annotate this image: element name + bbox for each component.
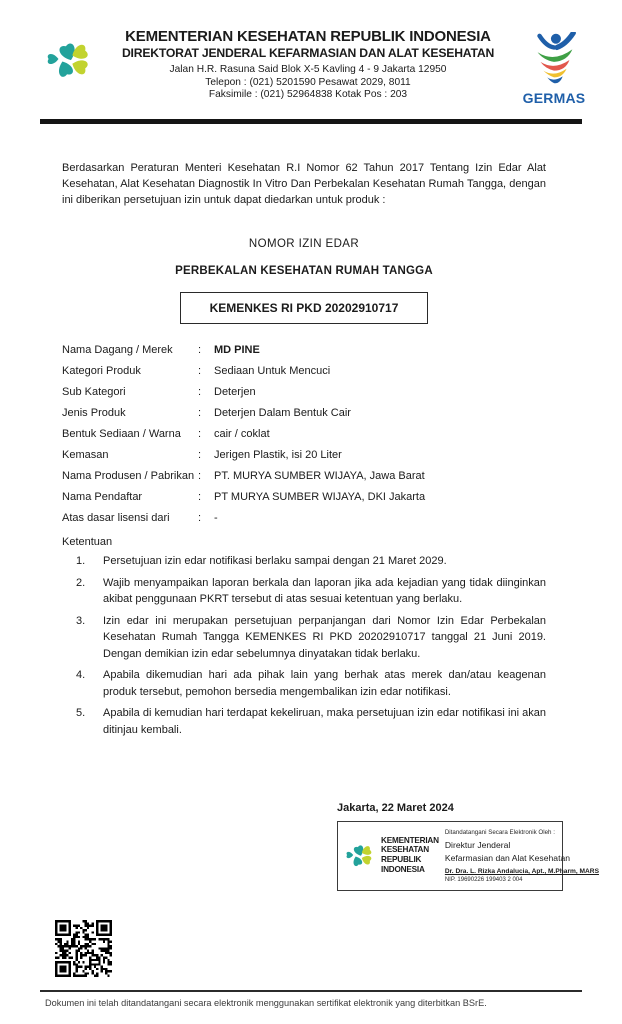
signer-title-line1: Direktur Jenderal [444, 839, 511, 850]
table-row [62, 344, 546, 365]
stamp-right [442, 828, 599, 883]
license-number: KEMENKES RI PKD 20202910717 [209, 301, 399, 315]
field-value-packaging: Jerigen Plastik, isi 20 Liter [214, 449, 342, 461]
field-label: Bentuk Sediaan / Warna [62, 428, 181, 440]
field-value-product-category: Sediaan Untuk Mencuci [214, 365, 331, 377]
intro-paragraph: Berdasarkan Peraturan Menteri Kesehatan R.I Nomor 62 Tahun 2017 Tentang Izin Edar Alat Kesehatan, Alat Kesehatan Diagnostik In Vitro Dan Perbekalan Kesehatan Rumah Tangga, dengan ini diberikan persetujuan izin untuk dapat diedarkan untuk produk : [62, 162, 546, 206]
field-value-form-color: cair / coklat [214, 428, 270, 440]
field-label: Nama Dagang / Merek [62, 344, 173, 356]
letterhead [0, 0, 622, 106]
field-label: Nama Pendaftar [62, 491, 143, 503]
list-item [62, 705, 546, 738]
term-text: Izin edar ini merupakan persetujuan perpanjangan dari Nomor Izin Edar Perbekalan Kesehatan Rumah Tangga KEMENKES RI PKD 20202910717 tanggal 21 Juni 2019. Dengan demikian izin edar sebelumnya dinyatakan tidak berlaku. [103, 614, 546, 660]
table-row [62, 491, 546, 512]
term-number: 2. [76, 576, 86, 589]
qr-code [55, 920, 112, 977]
signer-title-line2: Kefarmasian dan Alat Kesehatan [444, 853, 571, 863]
footer-divider [40, 990, 582, 992]
terms-section [62, 536, 546, 738]
field-value-registrant: PT MURYA SUMBER WIJAYA, DKI Jakarta [214, 491, 426, 503]
table-row [62, 428, 546, 449]
place-and-date: Jakarta, 22 Maret 2024 [337, 802, 454, 814]
field-label: Jenis Produk [62, 407, 126, 419]
field-label: Atas dasar lisensi dari [62, 512, 170, 524]
letter-body [0, 160, 622, 891]
field-label: Sub Kategori [62, 386, 126, 398]
field-label: Kemasan [62, 449, 109, 461]
field-colon: : [198, 470, 202, 482]
stamp-org-line: INDONESIA [381, 865, 425, 875]
germas-figure-icon [523, 32, 585, 88]
term-text: Wajib menyampaikan laporan berkala dan laporan jika ada kejadian yang tidak diinginkan akibat penggunaan PKRT tersebut di atas sesuai ketentuan yang berlaku. [103, 576, 546, 605]
list-item [62, 553, 546, 570]
term-number: 3. [76, 614, 86, 627]
title-perbekalan-kesehatan: PERBEKALAN KESEHATAN RUMAH TANGGA [175, 265, 433, 277]
esign-label: Ditandatangani Secara Elektronik Oleh : [444, 829, 555, 836]
stamp-org-name [381, 836, 439, 875]
table-row [62, 365, 546, 386]
table-row [62, 449, 546, 470]
kemenkes-logo-icon [343, 837, 379, 873]
directorate-name: DIREKTORAT JENDERAL KEFARMASIAN DAN ALAT KESEHATAN [121, 46, 495, 60]
term-text: Apabila di kemudian hari terdapat kekeliruan, maka persetujuan izin edar notifikasi ini akan ditinjau kembali. [103, 707, 546, 736]
field-colon: : [198, 386, 202, 398]
field-colon: : [198, 512, 202, 524]
title-nomor-izin-edar: NOMOR IZIN EDAR [248, 238, 360, 250]
phone-line: Telepon : (021) 5201590 Pesawat 2029, 8011 [205, 76, 411, 88]
field-value-product-type: Deterjen Dalam Bentuk Cair [214, 407, 351, 419]
header-divider [40, 119, 582, 124]
term-number: 1. [76, 555, 86, 567]
list-item [62, 667, 546, 700]
address-line: Jalan H.R. Rasuna Said Blok X-5 Kavling 4 - 9 Jakarta 12950 [169, 64, 447, 75]
field-colon: : [198, 407, 202, 419]
letterhead-text [102, 26, 514, 100]
field-colon: : [198, 365, 202, 377]
fax-line: Faksimile : (021) 52964838 Kotak Pos : 203 [208, 89, 408, 100]
germas-wordmark: GERMAS [522, 90, 586, 106]
product-fields-table [62, 344, 546, 533]
list-item [62, 613, 546, 663]
signature-block [337, 802, 599, 891]
term-number: 4. [76, 669, 86, 681]
footer-note: Dokumen ini telah ditandatangani secara elektronik menggunakan sertifikat elektronik yang diterbitkan BSrE. [45, 998, 487, 1008]
term-text: Persetujuan izin edar notifikasi berlaku sampai dengan 21 Maret 2029. [103, 555, 447, 567]
ministry-name: KEMENTERIAN KESEHATAN REPUBLIK INDONESIA [125, 28, 491, 45]
kemenkes-logo-icon [42, 26, 102, 93]
term-number: 5. [76, 707, 86, 719]
signer-nip: NIP. 19690226 199403 2 004 [444, 876, 523, 883]
stamp-left [343, 828, 439, 883]
stamp-org-line: KEMENTERIAN [381, 835, 439, 845]
table-row [62, 386, 546, 407]
table-row [62, 470, 546, 491]
list-item [62, 575, 546, 608]
field-colon: : [198, 344, 202, 356]
field-value-sub-category: Deterjen [214, 386, 256, 398]
term-text: Apabila dikemudian hari ada pihak lain yang berhak atas merek dan/atau keagenan produk tersebut, pemohon bersedia mengembalikan izin edar notifikasi. [103, 669, 546, 698]
electronic-signature-stamp [337, 821, 599, 891]
terms-heading: Ketentuan [62, 536, 113, 548]
field-label: Kategori Produk [62, 365, 141, 377]
germas-logo [514, 26, 594, 106]
stamp-org-line: REPUBLIK [381, 855, 422, 865]
field-value-manufacturer: PT. MURYA SUMBER WIJAYA, Jawa Barat [214, 470, 425, 482]
license-number-box [180, 292, 428, 324]
field-label: Nama Produsen / Pabrikan [62, 470, 195, 482]
field-colon: : [198, 428, 202, 440]
table-row [62, 407, 546, 428]
signer-name: Dr. Dra. L. Rizka Andalucia, Apt., M.Pharm, MARS [444, 868, 599, 875]
field-colon: : [198, 449, 202, 461]
field-value-brand-name: MD PINE [214, 344, 260, 356]
field-colon: : [198, 491, 202, 503]
table-row [62, 512, 546, 533]
field-value-license-basis: - [214, 512, 218, 524]
stamp-org-line: KESEHATAN [381, 845, 429, 855]
